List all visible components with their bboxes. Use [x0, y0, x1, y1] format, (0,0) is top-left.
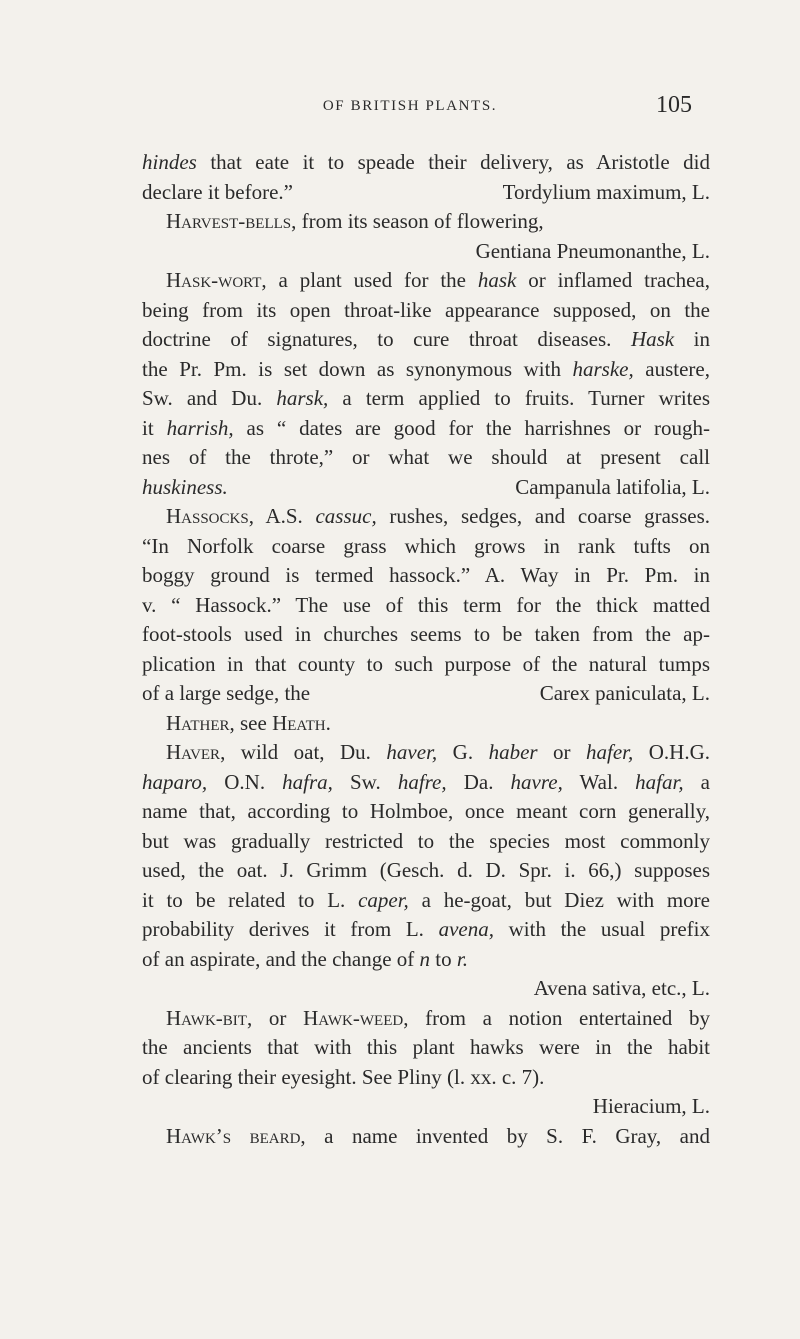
text-line: v. “ Hassock.” The use of this term for the thick matted	[142, 592, 710, 617]
text-line	[142, 473, 710, 503]
text-line: but was gradually restricted to the species most commonly	[142, 828, 710, 853]
italic-word: hafar,	[635, 769, 684, 794]
text-span: the Pr. Pm. is set down as synonymous with	[142, 356, 573, 381]
text-line: “In Norfolk coarse grass which grows in rank tufts on	[142, 533, 710, 558]
plant-name: Campanula latifolia, L.	[515, 474, 710, 499]
italic-word: haver,	[386, 740, 438, 764]
italic-word: hindes	[142, 150, 197, 174]
italic-word: huskiness.	[142, 474, 228, 499]
text-line	[142, 679, 710, 709]
text-line: the ancients that with this plant hawks were in the habit	[142, 1035, 710, 1059]
text-line: nes of the throte,” or what we should at present call	[142, 445, 710, 469]
text-span: from a notion entertained by	[408, 1005, 711, 1030]
text-span: as “ dates are good for the harrishnes or rough-	[233, 415, 711, 440]
text-span: Da.	[446, 769, 511, 794]
italic-word: hask	[477, 268, 517, 292]
headword: Hawk’s beard,	[166, 1123, 306, 1148]
italic-word: harrish,	[166, 415, 234, 440]
headword: Hather,	[166, 710, 235, 735]
text-span: a plant used for the	[266, 268, 478, 292]
text-span: or	[537, 740, 587, 764]
text-span: or inflamed trachea,	[516, 268, 710, 292]
plant-name-line	[142, 237, 710, 267]
text-span: a	[683, 769, 710, 794]
running-title: OF BRITISH PLANTS.	[322, 98, 498, 114]
text-span: declare it before.”	[142, 179, 293, 204]
text-span: see	[234, 710, 273, 735]
headword: Harvest-bells,	[166, 209, 297, 233]
text-line: of clearing their eyesight. See Pliny (l. xx. c. 7).	[142, 1064, 545, 1089]
text-span: Sw. and Du.	[142, 386, 277, 410]
text-span: of an aspirate, and the change of	[142, 946, 420, 971]
text-span: Sw.	[332, 769, 398, 794]
text-line: boggy ground is termed hassock.” A. Way in Pr. Pm. in	[142, 563, 710, 587]
italic-word: cassuc,	[315, 504, 377, 528]
plant-name: Avena sativa, etc., L.	[533, 976, 710, 1000]
text-span: with the usual prefix	[493, 917, 710, 941]
text-span: O.N.	[207, 769, 283, 794]
text-line	[142, 768, 710, 798]
text-span: or	[252, 1005, 304, 1030]
headword: Hawk-bit,	[166, 1005, 253, 1030]
entry-hawks-beard	[142, 1122, 710, 1152]
headword: Hassocks,	[166, 504, 254, 528]
text-line	[142, 886, 710, 916]
entry-hather	[142, 709, 710, 739]
text-span: austere,	[633, 356, 710, 381]
text-span: doctrine of signatures, to cure throat diseases.	[142, 327, 612, 351]
italic-word: r.	[456, 946, 468, 971]
text-span: rushes, sedges, and coarse grasses.	[376, 504, 711, 528]
text-span: that eate it to speade their delivery, as Aristotle did	[196, 150, 710, 174]
plant-name-line	[142, 1092, 710, 1122]
italic-word: harsk,	[276, 386, 329, 410]
text-line: plication in that county to such purpose of the natural tumps	[142, 651, 710, 676]
text-span: to	[430, 946, 457, 971]
text-line	[142, 325, 710, 355]
italic-word: havre,	[510, 769, 563, 794]
entry-hawk-bit	[142, 1004, 710, 1034]
text-span: in	[674, 327, 711, 351]
headword: Hask-wort,	[166, 268, 267, 292]
text-span: from its season of flowering,	[296, 209, 544, 233]
headword: Hawk-weed,	[303, 1005, 409, 1030]
text-line	[142, 915, 710, 945]
text-line	[142, 178, 710, 208]
italic-word: haparo,	[142, 769, 208, 794]
text-span: it to be related to L.	[142, 887, 359, 912]
text-span: O.H.G.	[633, 740, 711, 764]
text-span: G.	[437, 740, 489, 764]
italic-word: hafra,	[282, 769, 333, 794]
text-line: name that, according to Holmboe, once meant corn generally,	[142, 799, 710, 823]
text-span: wild oat, Du.	[225, 740, 387, 764]
text-line	[142, 355, 710, 385]
italic-word: hafer,	[586, 740, 634, 764]
text-line: being from its open throat-like appearance supposed, on the	[142, 297, 710, 322]
text-span: of a large sedge, the	[142, 681, 311, 705]
plant-name: Tordylium maximum, L.	[502, 179, 710, 204]
text-line: foot-stools used in churches seems to be taken from the ap-	[142, 622, 710, 646]
text-span: A.S.	[253, 504, 316, 528]
plant-name: Hieracium, L.	[592, 1094, 710, 1118]
text-span: probability derives it from L.	[142, 917, 439, 941]
italic-word: haber	[488, 740, 538, 764]
text-line: used, the oat. J. Grimm (Gesch. d. D. Spr. i. 66,) supposes	[142, 858, 710, 882]
italic-word: hafre,	[397, 769, 447, 794]
text-span: a term applied to fruits. Turner writes	[328, 386, 710, 410]
text-span: it	[142, 415, 167, 440]
text-line	[142, 945, 710, 975]
text-span: Wal.	[562, 769, 636, 794]
page-number: 105	[656, 92, 692, 118]
text-line	[142, 384, 710, 414]
text-line	[142, 414, 710, 444]
entry-haver	[142, 738, 710, 768]
page-header	[0, 92, 800, 124]
plant-name: Gentiana Pneumonanthe, L.	[475, 238, 710, 263]
plant-name: Carex paniculata, L.	[539, 681, 710, 705]
entry-harvest-bells	[142, 207, 710, 237]
entry-hask-wort	[142, 266, 710, 296]
italic-word: Hask	[630, 327, 675, 351]
text-span: a name invented by S. F. Gray, and	[305, 1123, 710, 1148]
text-span: a he-goat, but Diez with more	[408, 887, 710, 912]
entry-hassocks	[142, 502, 710, 532]
italic-word: harske,	[572, 356, 634, 381]
italic-word: avena,	[438, 917, 494, 941]
italic-word: n	[419, 946, 431, 971]
cross-reference: Heath.	[272, 710, 331, 735]
text-line	[142, 148, 710, 178]
page-body	[142, 148, 710, 1151]
italic-word: caper,	[358, 887, 409, 912]
headword: Haver,	[166, 740, 226, 764]
plant-name-line	[142, 974, 710, 1004]
